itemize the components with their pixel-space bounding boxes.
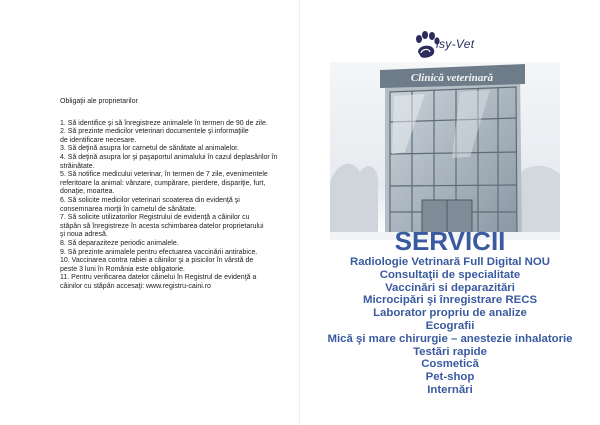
obligation-item: 9. Să prezinte animalele pentru efectuarea vaccinării antirabice. <box>60 248 258 256</box>
obligation-item: 6. Să solicite medicilor veterinari scoaterea din evidenţă şi consemnarea morţii în carnetul de sănătate. <box>60 196 240 213</box>
obligation-item: 1. Să identifice şi să înregistreze animalele în termen de 90 de zile. <box>60 119 268 127</box>
obligation-item: 2. Să prezinte medicilor veterinari documentele şi informaţiile de identificare necesare. <box>60 128 249 144</box>
obligations-heading: Obligaţii ale proprietarilor <box>60 98 138 105</box>
clinic-sign-text: Clinică veterinară <box>410 72 494 84</box>
service-item: Internări <box>427 383 473 396</box>
service-item: Radiologie Vetrinară Full Digital NOU <box>350 256 550 268</box>
obligation-item: 10. Vaccinarea contra rabiei a câinilor şi a pisicilor în vârstă de peste 3 luni în România este obligatorie. <box>60 257 254 273</box>
service-item: Testări rapide <box>413 345 487 358</box>
services-title: SERVICII <box>394 226 506 256</box>
service-item: Ecografii <box>425 319 475 332</box>
daisy-vet-logo <box>412 30 522 60</box>
service-item: Microcipări şi înregistrare RECS <box>362 294 538 307</box>
service-item: Pet-shop <box>425 371 475 384</box>
logo-text: isy-Vet <box>436 37 475 51</box>
service-item: Mică şi mare chirurgie – anestezie inhalatorie <box>327 332 573 345</box>
services-section <box>310 226 590 397</box>
obligation-item: 7. Să solicite utilizatorilor Registrului de evidenţă a câinilor cu stăpân să înregistreze în acesta schimbarea datelor proprietarului şi noua adresă. <box>60 214 264 239</box>
service-item: Laborator propriu de analize <box>373 307 527 320</box>
service-item: Cosmetică <box>421 358 479 371</box>
obligation-item: 11. Pentru verificarea datelor câinelui în Registrul de evidenţă a câinilor cu stăpân accesaţi: www.registru-caini.ro <box>60 274 257 290</box>
obligation-item: 3. Să deţină asupra lor carnetul de sănătate al animalelor. <box>60 145 240 153</box>
obligation-item: 8. Să deparaziteze periodic animalele. <box>60 239 179 247</box>
clinic-building-photo <box>330 62 560 240</box>
obligation-item: 5. Să notifice medicului veterinar, în termen de 7 zile, evenimentele referitoare la animal: vânzare, cumpărare, pierdere, dispariţie, furt, donaţie, moartea. <box>60 171 268 196</box>
obligation-item: 4. Să deţină asupra lor şi paşaportul animalului în cazul deplasărilor în străinătate. <box>60 153 278 170</box>
owner-obligations <box>60 98 285 291</box>
service-item: Vaccinări si deparazitări <box>385 281 515 294</box>
service-item: Consultaţii de specialitate <box>379 268 521 281</box>
